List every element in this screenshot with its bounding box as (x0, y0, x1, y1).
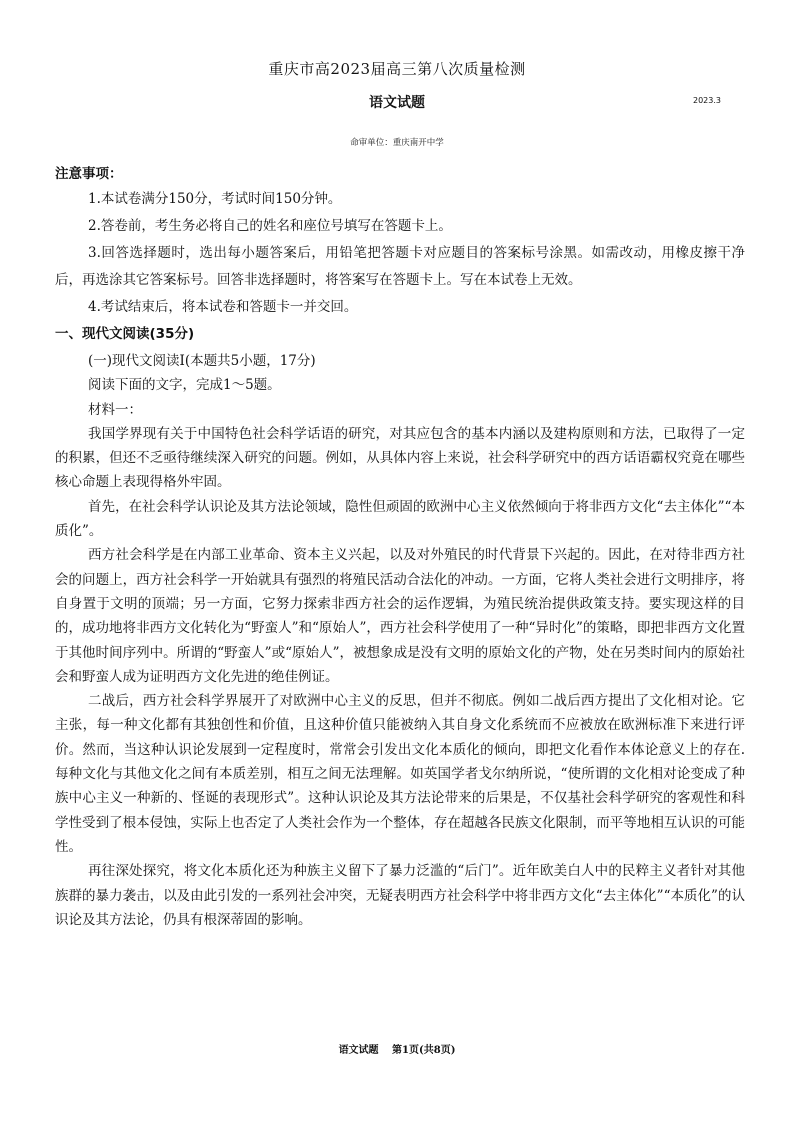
exam-setter: 命审单位：重庆南开中学 (350, 138, 444, 148)
page-footer: 语文试题 第1页(共8页) (338, 1045, 456, 1056)
material-label: 材料一： (88, 401, 142, 418)
instruction: 阅读下面的文字，完成1～5题。 (88, 377, 281, 394)
exam-date: 2023.3 (693, 96, 721, 105)
notice-list (55, 186, 745, 321)
paragraph: 西方社会科学是在内部工业革命、资本主义兴起，以及对外殖民的时代背景下兴起的。因此，在对待非西方社会的问题上，西方社会科学一开始就具有强烈的将殖民活动合法化的冲动。一方面，它将人类社会进行文明排序，将自身置于文明的顶端；另一方面，它努力探索非西方社会的运作逻辑，为殖民统治提供政策支持。要实现这样的目的，成功地将非西方文化转化为“野蛮人”和“原始人”，西方社会科学使用了一种“异时化”的策略，即把非西方文化置于其他时间序列中。所谓的“野蛮人”或“原始人”，被想象成是没有文明的原始文化的产物，处在另类时间内的原始社会和野蛮人成为证明西方文化先进的绝佳例证。 (55, 547, 745, 685)
paragraph: 再往深处探究，将文化本质化还为种族主义留下了暴力泛滥的“后门”。近年欧美白人中的民粹主义者针对其他族群的暴力袭击，以及由此引发的一系列社会冲突，无疑表明西方社会科学中将非西方文化“去主体化”“本质化”的认识论及其方法论，仍具有根深蒂固的影响。 (55, 863, 745, 928)
sub-heading: (一)现代文阅读I(本题共5小题，17分) (88, 353, 316, 369)
paragraph: 我国学界现有关于中国特色社会科学话语的研究，对其应包含的基本内涵以及建构原则和方法，已取得了一定的积累，但还不乏亟待继续深入研究的问题。例如，从具体内容上来说，社会科学研究中的西方话语霸权究竟在哪些核心命题上表现得格外牢固。 (55, 425, 745, 491)
notice-item: 1.本试卷满分150分，考试时间150分钟。 (88, 191, 342, 207)
paragraph: 首先，在社会科学认识论及其方法论领域，隐性但顽固的欧洲中心主义依然倾向于将非西方文化“去主体化”“本质化”。 (55, 498, 745, 540)
paragraph: 二战后，西方社会科学界展开了对欧洲中心主义的反思，但并不彻底。例如二战后西方提出了文化相对论。它主张，每一种文化都有其独创性和价值，且这种价值只能被纳入其自身文化系统而不应被放在欧洲标准下来进行评价。然而，当这种认识论发展到一定程度时，常常会引发出文化本质化的倾向，即把文化看作本体论意义上的存在.每种文化与其他文化之间有本质差别，相互之间无法理解。如英国学者戈尔纳所说，“使所谓的文化相对论变成了种族中心主义一种新的、怪诞的表现形式”。这种认识论及其方法论带来的后果是，不仅基社会科学研究的客观性和科学性受到了根本侵蚀，实际上也否定了人类社会作为一个整体，存在超越各民族文化限制，而平等地相互认识的可能性。 (55, 693, 745, 855)
exam-title: 重庆市高2023届高三第八次质量检测 (268, 60, 526, 78)
exam-subject: 语文试题 (369, 95, 425, 111)
notice-item: 2.答卷前，考生务必将自己的姓名和座位号填写在答题卡上。 (88, 218, 452, 234)
section-heading: 一、现代文阅读(35分) (55, 326, 195, 342)
notice-heading: 注意事项： (55, 166, 123, 182)
notice-item: 4.考试结束后，将本试卷和答题卡一并交回。 (88, 299, 358, 315)
reading-body (55, 349, 745, 932)
notice-item: 3.回答选择题时，选出每小题答案后，用铅笔把答题卡对应题目的答案标号涂黑。如需改动，用橡皮擦干净后，再选涂其它答案标号。回答非选择题时，将答案写在答题卡上。写在本试卷上无效。 (55, 245, 745, 288)
